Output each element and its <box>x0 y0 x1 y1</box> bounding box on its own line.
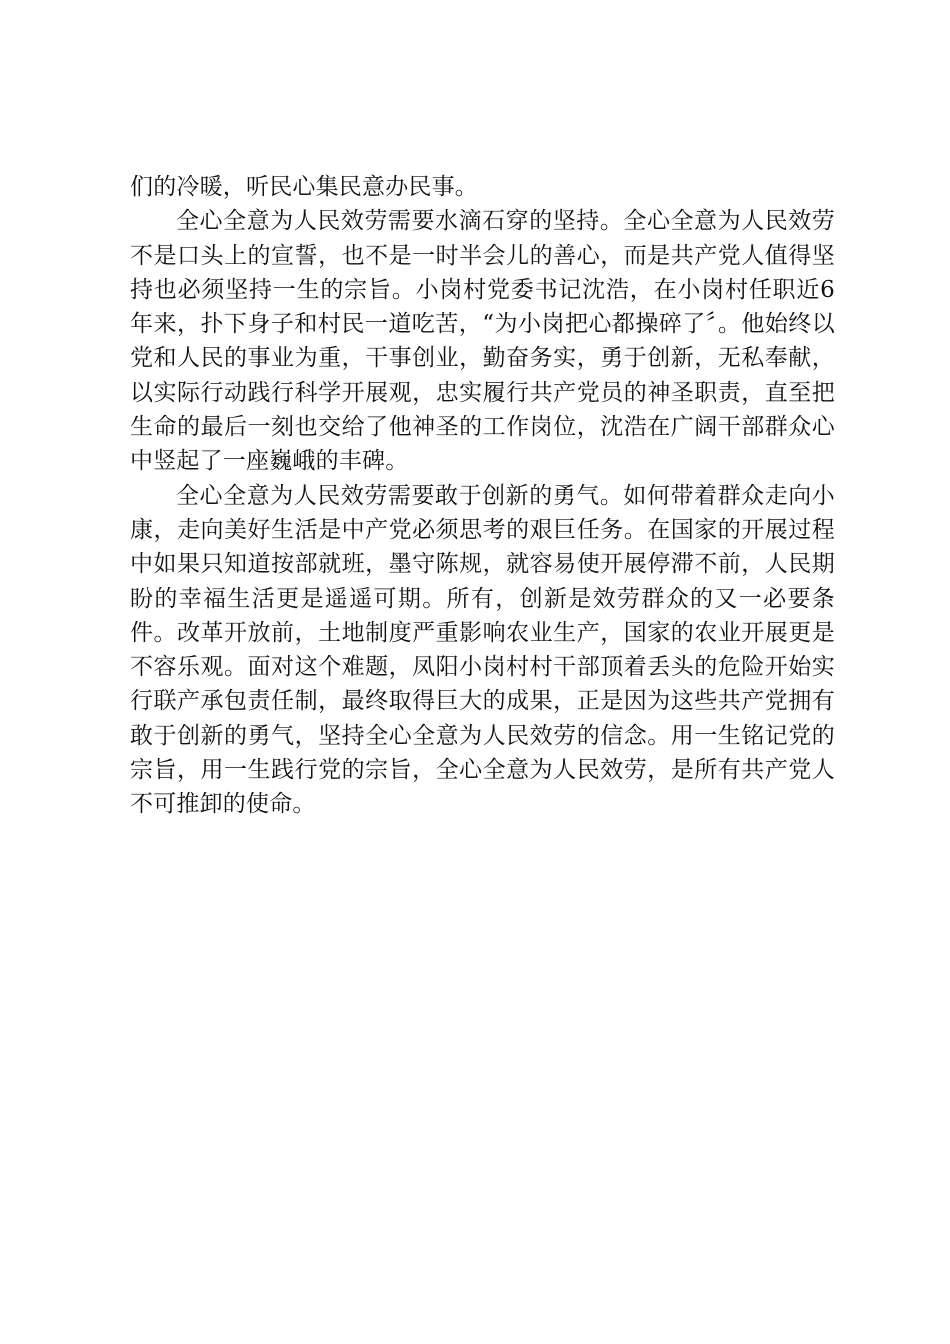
paragraph-continuation: 们的冷暖，听民心集民意办民事。 <box>130 174 478 200</box>
paragraph-innovation: 全心全意为人民效劳需要敢于创新的勇气。如何带着群众走向小康，走向美好生活是中产党必须思考的艰巨任务。在国家的开展过程中如果只知道按部就班，墨守陈规，就容易使开展停滞不前，人民期盼的幸福生活更是遥遥可期。所有，创新是效劳群众的又一必要条件。改革开放前，土地制度严重影响农业生产，国家的农业开展更是不容乐观。面对这个难题，凤阳小岗村村干部顶着丢头的危险开始实行联产承包责任制，最终取得巨大的成果，正是因为这些共产党拥有敢于创新的勇气，坚持全心全意为人民效劳的信念。用一生铭记党的宗旨，用一生践行党的宗旨，全心全意为人民效劳，是所有共产党人不可推卸的使命。 <box>130 482 835 818</box>
paragraph-perseverance: 全心全意为人民效劳需要水滴石穿的坚持。全心全意为人民效劳不是口头上的宣誓，也不是一时半会儿的善心，而是共产党人值得坚持也必须坚持一生的宗旨。小岗村党委书记沈浩，在小岗村任职近6年来，扑下身子和村民一道吃苦，“为小岗把心都操碎了〞。他始终以党和人民的事业为重，干事创业，勤奋务实，勇于创新，无私奉献，以实际行动践行科学开展观，忠实履行共产党员的神圣职责，直至把生命的最后一刻也交给了他神圣的工作岗位，沈浩在广阔干部群众心中竖起了一座巍峨的丰碑。 <box>130 208 835 475</box>
body-text <box>130 170 835 822</box>
